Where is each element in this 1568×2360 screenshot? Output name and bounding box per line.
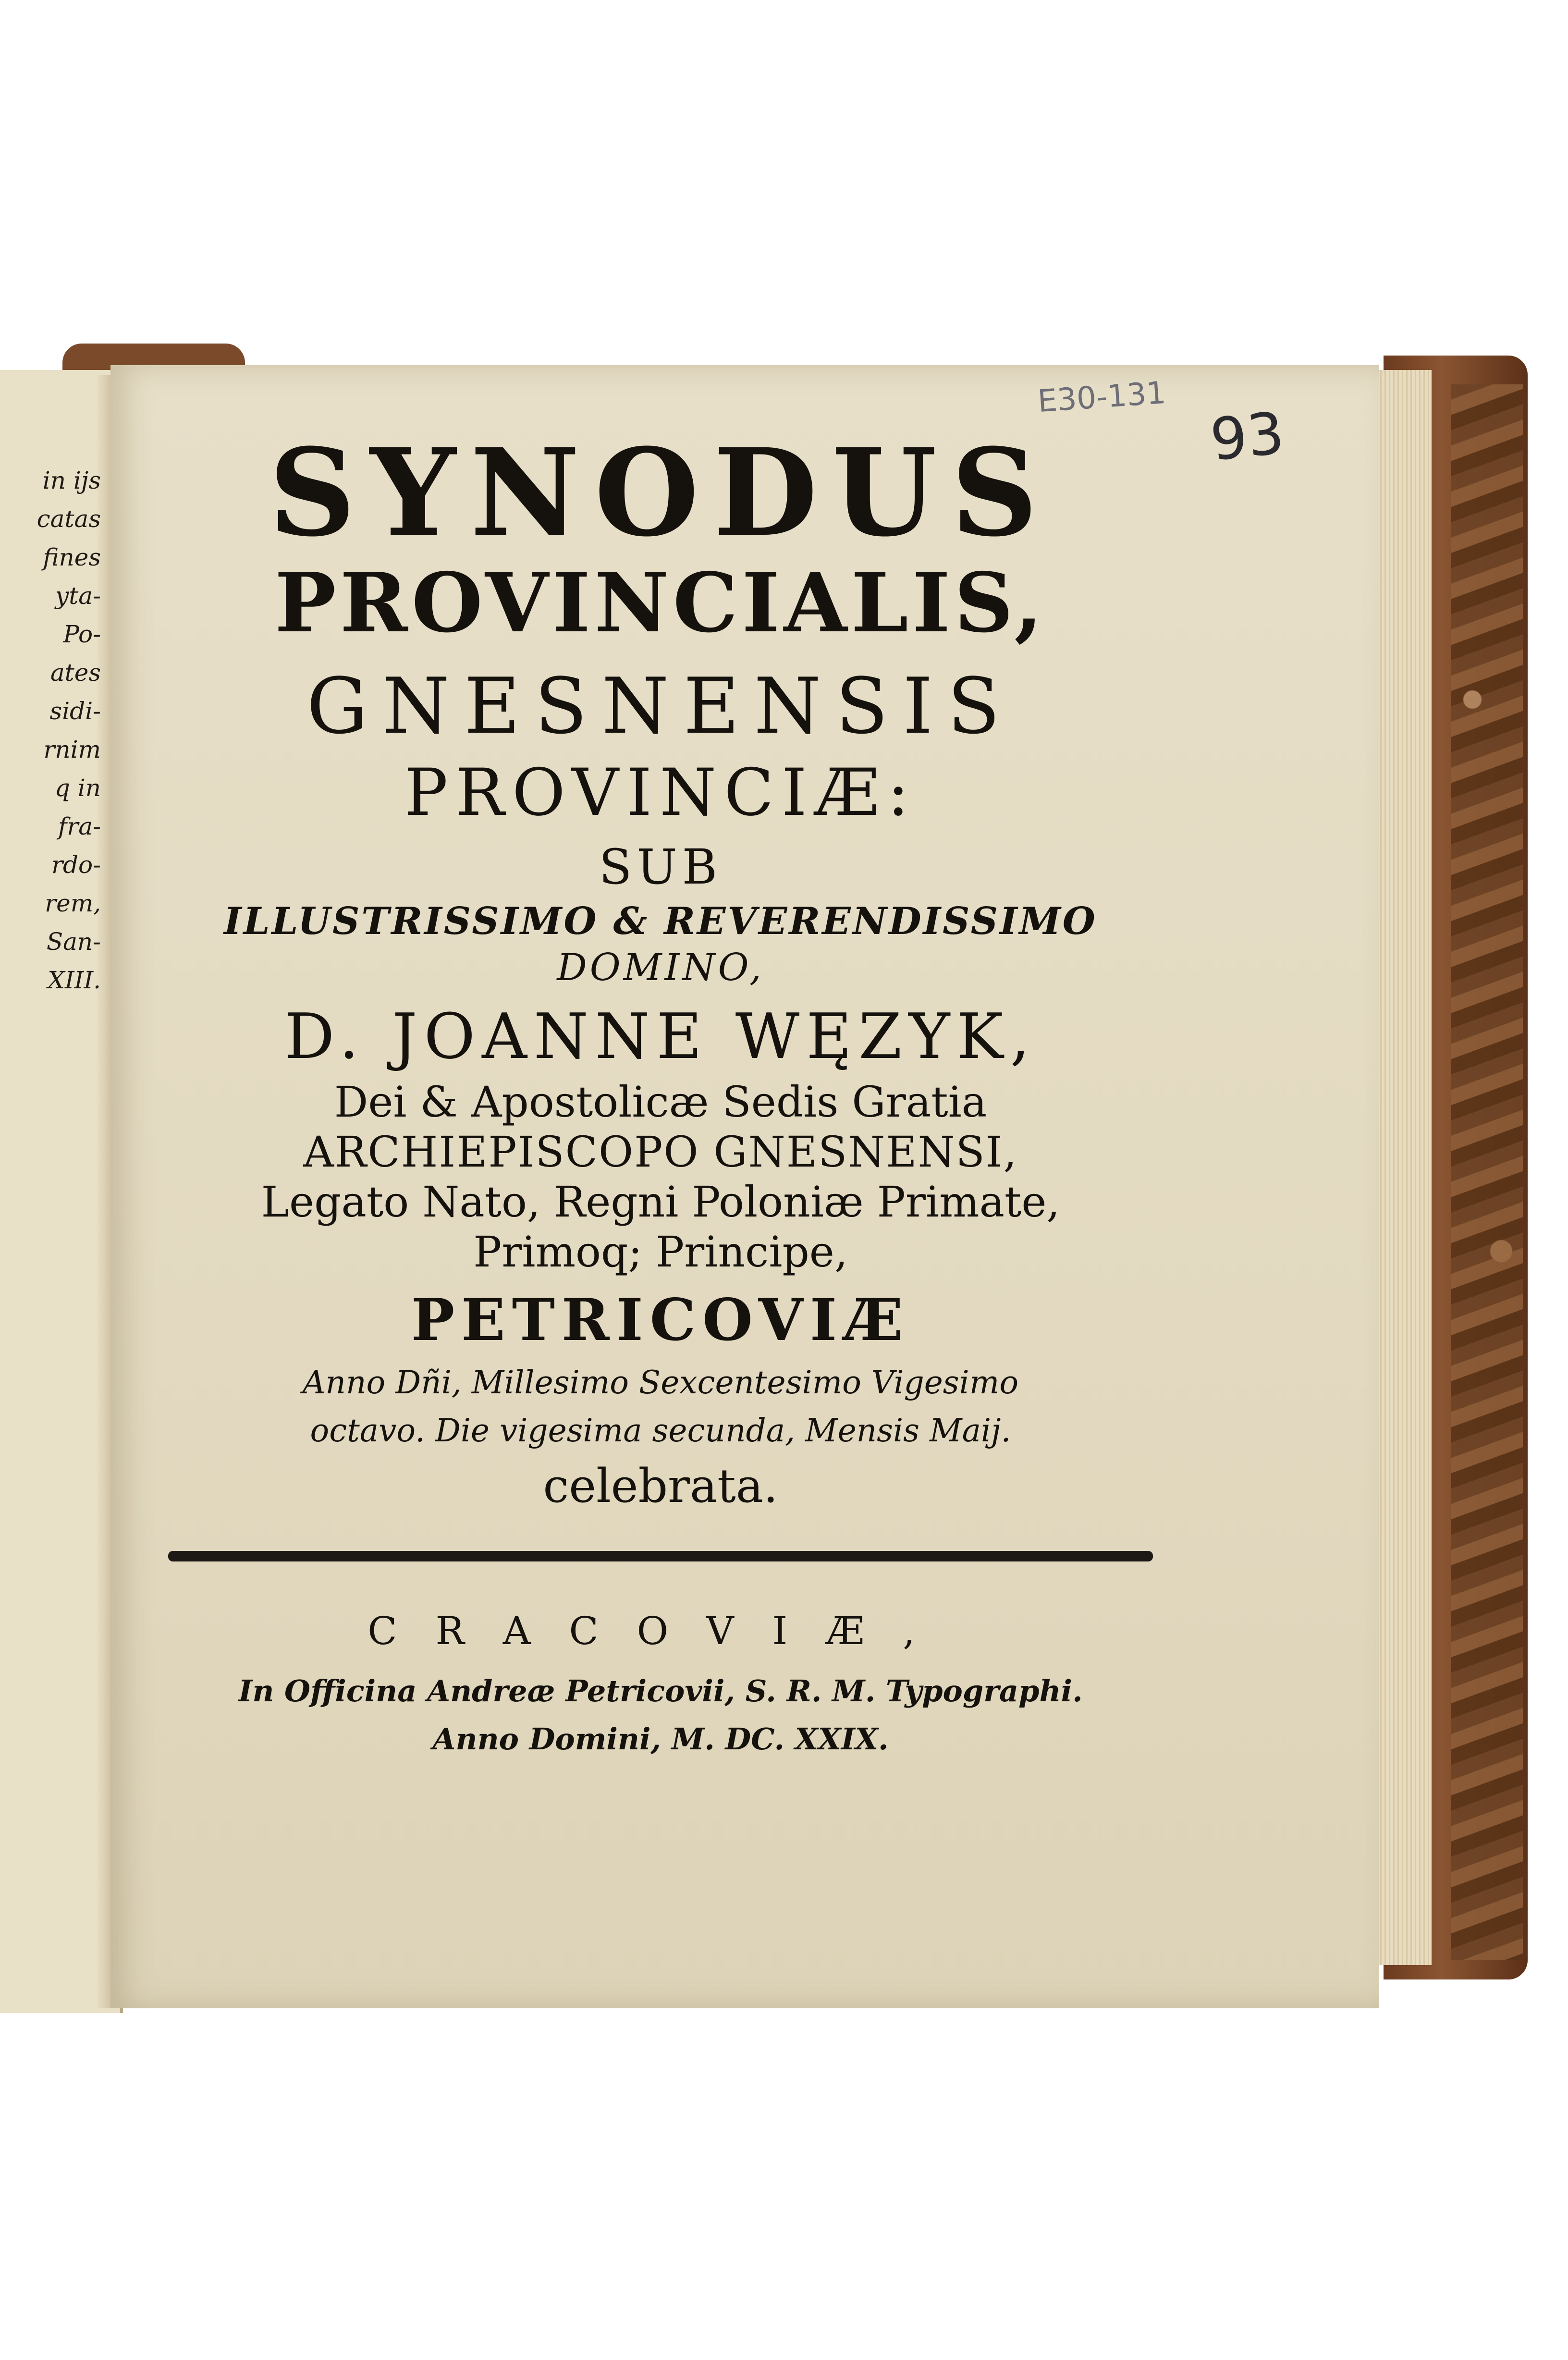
- title-line: PROVINCIALIS,: [274, 555, 1047, 651]
- title-line: D. JOANNE WĘZYK,: [284, 1000, 1037, 1073]
- imprint-date: Anno Domini, M. DC. XXIX.: [432, 1721, 889, 1757]
- title-line: celebrata.: [543, 1459, 778, 1513]
- left-fragment: rem,: [45, 889, 101, 917]
- left-page-text: [5, 461, 101, 999]
- marbled-board: [1451, 384, 1523, 1960]
- left-fragment: catas: [37, 505, 101, 533]
- left-fragment: Po-: [63, 620, 101, 648]
- imprint-block: [144, 1605, 1177, 1763]
- left-fragment: yta-: [55, 582, 101, 610]
- title-line: PROVINCIÆ:: [404, 755, 917, 830]
- title-line: Dei & Apostolicæ Sedis Gratia: [334, 1077, 987, 1127]
- title-line: GNESNENSIS: [306, 661, 1015, 751]
- left-fragment: ates: [50, 659, 101, 687]
- left-fragment: XIII.: [48, 966, 101, 994]
- left-fragment: rnim: [43, 736, 101, 763]
- title-block: [144, 422, 1177, 1561]
- folio-annotation: 93: [1207, 400, 1287, 474]
- left-fragment: fines: [43, 543, 101, 571]
- title-line: SUB: [599, 839, 723, 895]
- title-line: ILLUSTRISSIMO & REVERENDISSIMO: [224, 899, 1097, 943]
- title-line: PETRICOVIÆ: [411, 1286, 910, 1354]
- title-line: Primoq; Principe,: [473, 1227, 848, 1277]
- imprint-place: CRACOVIÆ,: [368, 1609, 954, 1653]
- left-fragment: fra-: [58, 812, 101, 840]
- divider-rule: [168, 1551, 1153, 1561]
- left-fragment: q in: [54, 774, 101, 802]
- title-line: Anno Dñi, Millesimo Sexcentesimo Vigesimo: [302, 1364, 1019, 1401]
- title-line: DOMINO,: [557, 946, 764, 989]
- left-fragment: rdo-: [51, 851, 101, 879]
- title-line: SYNODUS: [269, 422, 1053, 563]
- left-fragment: sidi-: [49, 697, 101, 725]
- left-fragment: in ijs: [42, 467, 101, 494]
- left-fragment: San-: [46, 928, 101, 956]
- title-line: octavo. Die vigesima secunda, Mensis Maij.: [310, 1412, 1011, 1449]
- title-line: ARCHIEPISCOPO GNESNENSI,: [303, 1127, 1018, 1177]
- shelfmark-annotation: E30-131: [1036, 375, 1167, 420]
- imprint-printer: In Officina Andreæ Petricovii, S. R. M. Typographi.: [238, 1673, 1083, 1709]
- title-line: Legato Nato, Regni Poloniæ Primate,: [261, 1177, 1060, 1227]
